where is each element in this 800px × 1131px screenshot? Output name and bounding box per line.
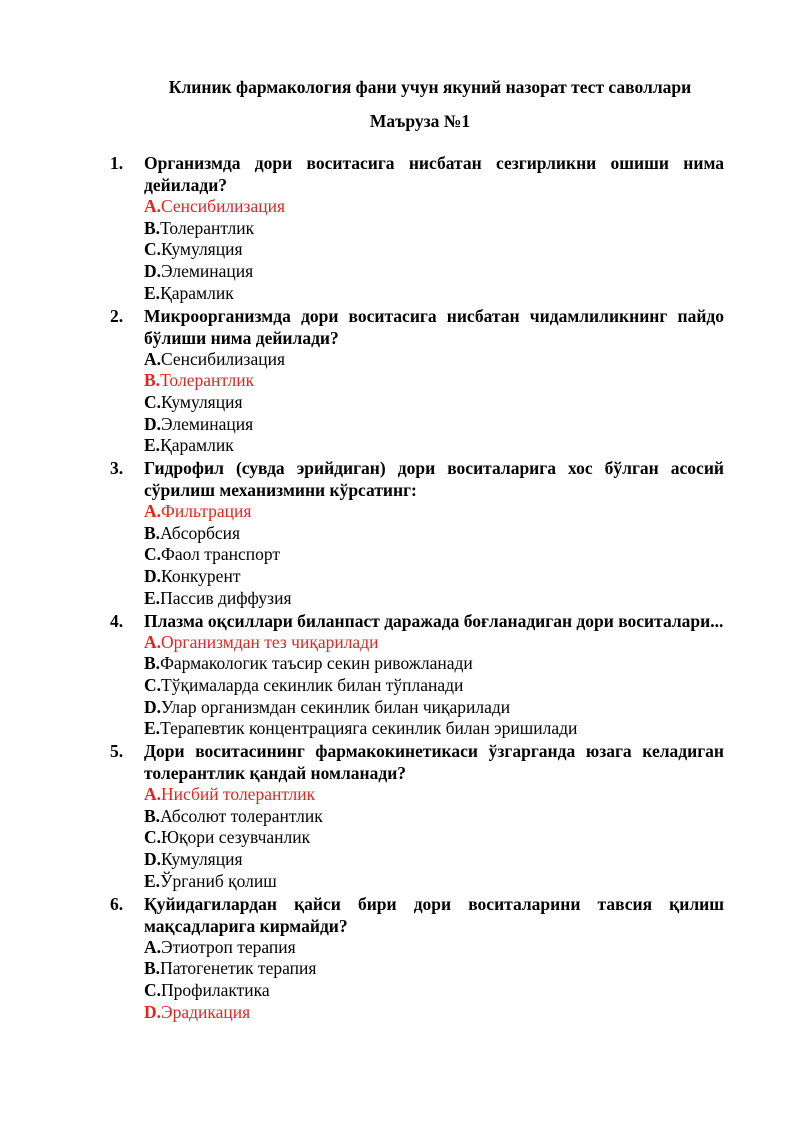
option-text: Тўқималарда секинлик билан тўпланади	[161, 674, 464, 695]
answer-option	[144, 414, 724, 436]
option-text: Нисбий толерантлик	[161, 784, 316, 805]
option-text: Толерантлик	[160, 217, 255, 238]
document-title: Клиник фармакология фани учун якуний назорат тест саволлари	[168, 77, 692, 97]
option-text: Патогенетик терапия	[160, 958, 317, 979]
correct-answer-option	[144, 370, 724, 392]
option-letter: A.	[144, 348, 162, 369]
answer-options	[144, 349, 724, 458]
question-text: Гидрофил (сувда эрийдиган) дори воситаларига хос бўлган асосий сўрилиш механизмини кўрсатинг:	[144, 458, 724, 501]
answer-option	[144, 980, 724, 1002]
option-letter: A.	[144, 631, 162, 652]
question-item	[110, 893, 724, 1024]
option-letter: B.	[144, 522, 161, 543]
correct-answer-option	[144, 632, 724, 654]
option-letter: C.	[144, 979, 162, 1000]
option-letter: B.	[144, 958, 161, 979]
option-letter: E.	[144, 718, 161, 739]
question-item	[110, 610, 724, 741]
question-number: 5.	[110, 741, 124, 762]
question-item	[110, 305, 724, 458]
option-text: Қарамлик	[160, 435, 234, 456]
option-letter: A.	[144, 784, 162, 805]
option-text: Абсорбсия	[160, 522, 241, 543]
option-letter: B.	[144, 217, 161, 238]
option-text: Профилактика	[161, 979, 270, 1000]
option-text: Терапевтик концентрацияга секинлик билан эришилади	[160, 718, 578, 739]
option-text: Сенсибилизация	[161, 348, 285, 369]
answer-option	[144, 239, 724, 261]
option-letter: C.	[144, 674, 162, 695]
option-text: Толерантлик	[160, 370, 255, 391]
option-letter: D.	[144, 696, 162, 717]
answer-option	[144, 806, 724, 828]
question-text: Организмда дори воситасига нисбатан сезгирликни ошиши нима дейилади?	[144, 153, 724, 195]
answer-option	[144, 392, 724, 414]
option-letter: B.	[144, 805, 161, 826]
question-text: Қуйидагилардан қайси бири дори воситаларини тавсия қилиш мақсадларига кирмайди?	[144, 893, 724, 936]
option-text: Конкурент	[161, 566, 241, 587]
option-letter: C.	[144, 827, 162, 848]
option-text: Элеминация	[161, 413, 254, 434]
option-text: Сенсибилизация	[161, 196, 285, 216]
answer-option	[144, 523, 724, 545]
question-number: 4.	[110, 610, 124, 631]
option-text: Ўрганиб қолиш	[160, 870, 277, 891]
question-item	[110, 152, 724, 305]
correct-answer-option	[144, 501, 724, 523]
answer-options	[144, 501, 724, 610]
option-text: Эрадикация	[161, 1001, 251, 1022]
answer-option	[144, 588, 724, 610]
question-list	[110, 152, 724, 1023]
answer-option	[144, 544, 724, 566]
question-item	[110, 740, 724, 893]
option-letter: D.	[144, 413, 162, 434]
answer-option	[144, 827, 724, 849]
question-text: Плазма оқсиллари биланпаст даражада боғланадиган дори воситалари...	[144, 610, 724, 631]
question-number: 6.	[110, 893, 124, 914]
option-letter: B.	[144, 653, 161, 674]
option-text: Улар организмдан секинлик билан чиқарилади	[161, 696, 511, 717]
option-text: Этиотроп терапия	[161, 936, 296, 957]
question-number: 2.	[110, 305, 124, 326]
option-text: Кумуляция	[161, 239, 243, 260]
option-text: Қарамлик	[160, 282, 234, 303]
option-text: Пассив диффузия	[160, 587, 292, 608]
option-letter: C.	[144, 391, 162, 412]
answer-option	[144, 958, 724, 980]
question-text: Микроорганизмда дори воситасига нисбатан чидамлиликнинг пайдо бўлиши нима дейилади?	[144, 305, 724, 348]
option-text: Абсолют толерантлик	[160, 805, 323, 826]
option-letter: A.	[144, 936, 162, 957]
option-text: Фармакологик таъсир секин ривожланади	[160, 653, 473, 674]
answer-option	[144, 937, 724, 959]
answer-option	[144, 718, 724, 740]
option-letter: A.	[144, 501, 162, 522]
option-letter: D.	[144, 261, 162, 282]
answer-option	[144, 697, 724, 719]
answer-option	[144, 218, 724, 240]
option-text: Кумуляция	[161, 849, 243, 870]
question-number: 1.	[110, 153, 124, 173]
option-text: Организмдан тез чиқарилади	[161, 631, 379, 652]
answer-options	[144, 937, 724, 1024]
option-letter: C.	[144, 239, 162, 260]
option-text: Фильтрация	[161, 501, 252, 522]
answer-option	[144, 871, 724, 893]
answer-option	[144, 435, 724, 457]
option-letter: C.	[144, 544, 162, 565]
answer-option	[144, 653, 724, 675]
question-item	[110, 457, 724, 610]
option-letter: A.	[144, 196, 162, 216]
question-number: 3.	[110, 458, 124, 479]
option-letter: E.	[144, 587, 161, 608]
option-text: Фаол транспорт	[161, 544, 281, 565]
correct-answer-option	[144, 784, 724, 806]
correct-answer-option	[144, 1002, 724, 1024]
answer-option	[144, 283, 724, 305]
option-text: Элеминация	[161, 261, 254, 282]
option-letter: B.	[144, 370, 161, 391]
answer-option	[144, 675, 724, 697]
correct-answer-option	[144, 196, 724, 218]
question-text: Дори воситасининг фармакокинетикаси ўзгарганда юзага келадиган толерантлик қандай номланади?	[144, 741, 724, 784]
answer-options	[144, 632, 724, 741]
answer-option	[144, 566, 724, 588]
option-letter: E.	[144, 282, 161, 303]
answer-options	[144, 196, 724, 305]
answer-option	[144, 849, 724, 871]
answer-option	[144, 261, 724, 283]
option-text: Юқори сезувчанлик	[161, 827, 311, 848]
option-letter: E.	[144, 870, 161, 891]
answer-option	[144, 349, 724, 371]
option-letter: D.	[144, 566, 162, 587]
option-letter: D.	[144, 1001, 162, 1022]
lecture-subtitle: Маъруза №1	[369, 111, 471, 131]
option-text: Кумуляция	[161, 391, 243, 412]
answer-options	[144, 784, 724, 893]
option-letter: D.	[144, 849, 162, 870]
option-letter: E.	[144, 435, 161, 456]
